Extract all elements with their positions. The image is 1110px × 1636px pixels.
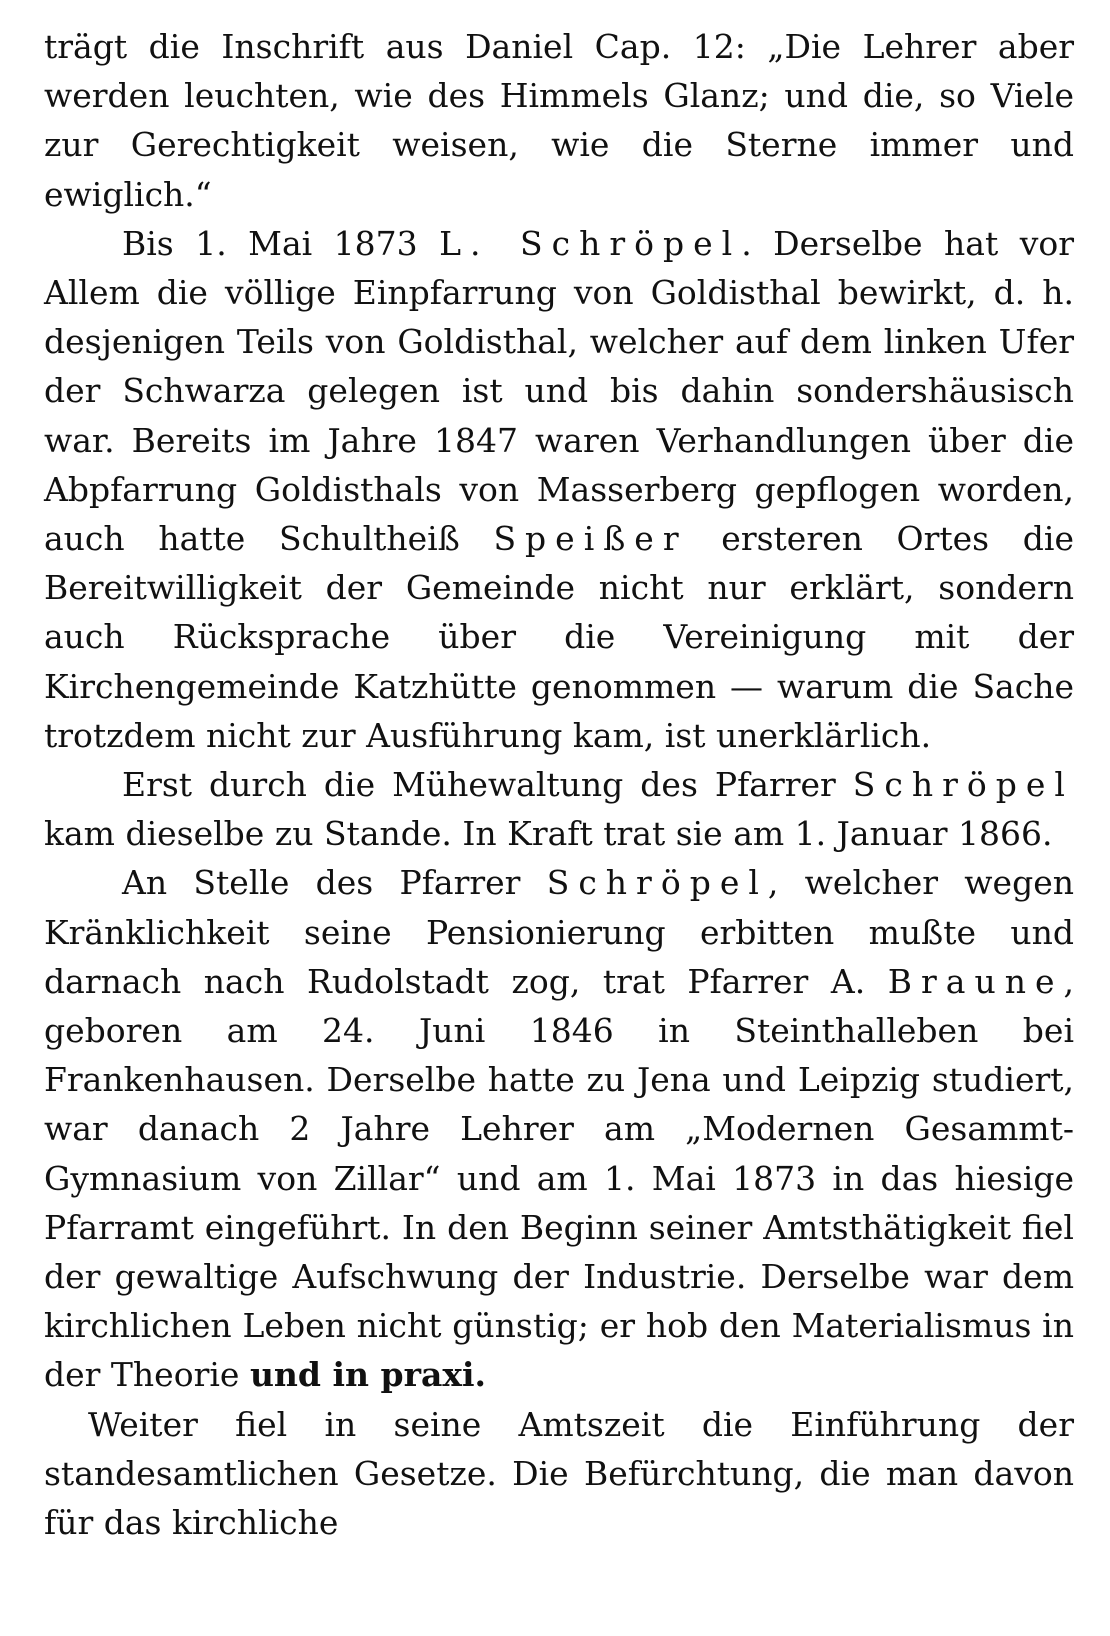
paragraph-inscription (44, 22, 1074, 219)
text-segment: trägt die Inschrift aus Daniel Cap. 12: „Die Lehrer aber werden leuchten, wie des Himmels Glanz; und die, so Viele zur Gerechtigkeit weisen, wie die Sterne immer und ewiglich.“ (44, 27, 1074, 214)
spaced-name-schroepel: Schröpel (546, 863, 768, 903)
bold-phrase-in-praxi: und in praxi. (249, 1355, 487, 1395)
spaced-name-schroepel: Schröpel (852, 765, 1074, 805)
paragraph-standesamt (44, 1400, 1074, 1548)
text-segment: Weiter fiel in seine Amtszeit die Einführung der standesamtlichen Gesetze. Die Befürchtung, die man davon für das kirchliche (44, 1404, 1074, 1543)
text-segment: , geboren am 24. Juni 1846 in Steinthalleben bei Frankenhausen. Derselbe hatte zu Jena und Leipzig studiert, war danach 2 Jahre Lehrer am „Modernen Gesammt-Gymnasium von Zillar“ und am 1. Mai 1873 in das hiesige Pfarramt eingeführt. In den Beginn seiner Amtsthätigkeit fiel der gewaltige Aufschwung der Industrie. Derselbe war dem kirchlichen Leben nicht günstig; er hob den Materialismus in der Theorie (44, 961, 1074, 1395)
text-segment: An Stelle des Pfarrer (122, 863, 547, 903)
paragraph-schroepel (44, 219, 1074, 760)
spaced-name-schroepel: L. Schröpel (439, 223, 742, 263)
text-segment: , welcher wegen Kränklichkeit seine Pensionierung erbitten mußte und darnach nach Rudolstadt zog, trat Pfarrer A. (44, 863, 1074, 1001)
text-segment: ersteren Ortes die Bereitwilligkeit der Gemeinde nicht nur erklärt, sondern auch Rücksprache über die Vereinigung mit der Kirchengemeinde Katzhütte genommen — warum die Sache trotzdem nicht zur Ausführung kam, ist unerklärlich. (44, 519, 1074, 755)
body-text (44, 22, 1074, 1547)
spaced-name-speisser: Speißer (493, 519, 688, 559)
paragraph-braune (44, 858, 1074, 1399)
paragraph-einpfarrung (44, 760, 1074, 858)
text-segment: Erst durch die Mühewaltung des Pfarrer (122, 765, 853, 805)
text-segment: kam dieselbe zu Stande. In Kraft trat sie am 1. Januar 1866. (44, 814, 1053, 854)
spaced-name-braune: Braune (887, 961, 1064, 1001)
text-segment: . Derselbe hat vor Allem die völlige Einpfarrung von Goldisthal bewirkt, d. h. desjenigen Teils von Goldisthal, welcher auf dem linken Ufer der Schwarza gelegen ist und bis dahin sondershäusisch war. Bereits im Jahre 1847 waren Verhandlungen über die Abpfarrung Goldisthals von Masserberg gepflogen worden, auch hatte Schultheiß (44, 223, 1074, 559)
text-segment: Bis 1. Mai 1873 (122, 223, 440, 263)
